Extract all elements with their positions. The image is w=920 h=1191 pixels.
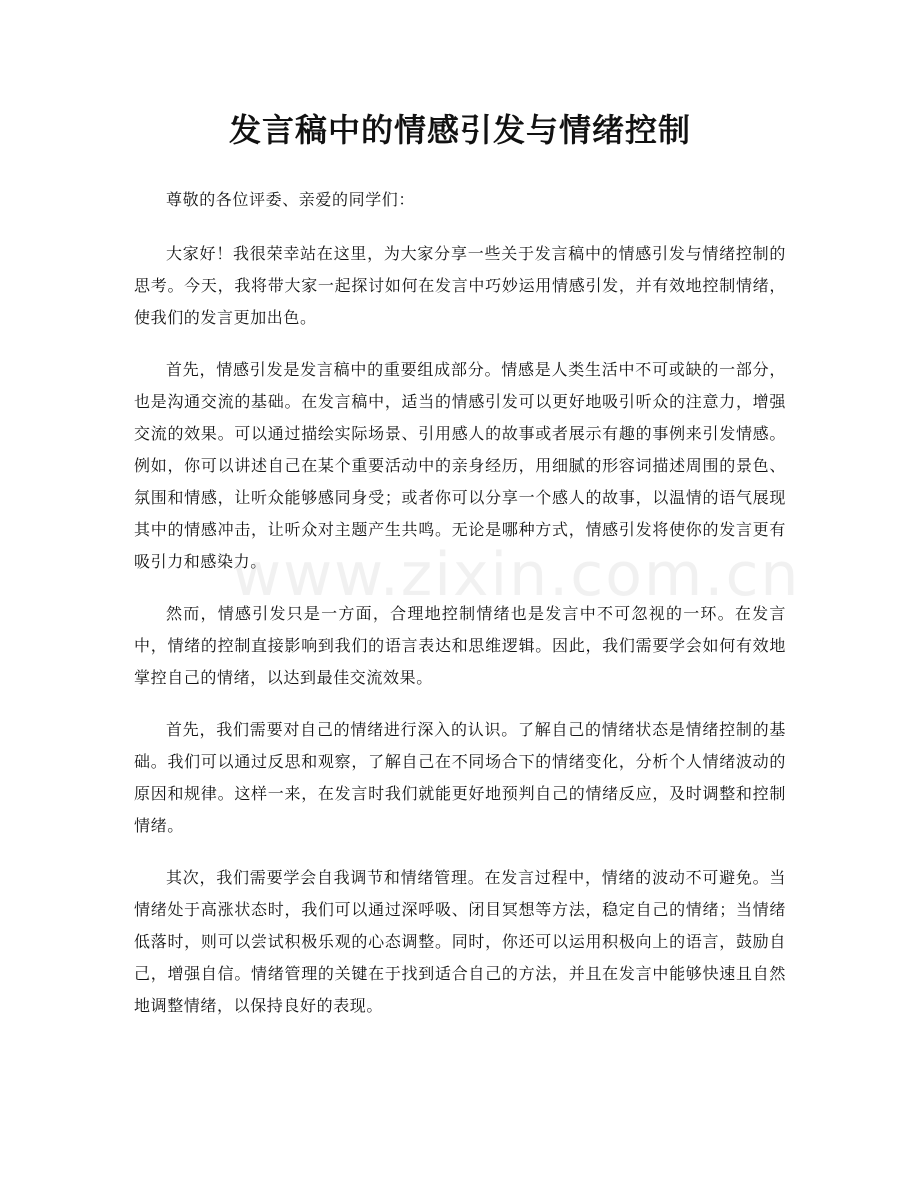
emotion-control-paragraph: 然而，情感引发只是一方面，合理地控制情绪也是发言中不可忽视的一环。在发言中，情绪的控制直接影响到我们的语言表达和思维逻辑。因此，我们需要学会如何有效地掌控自己的情绪，以达到最佳交流效果。 [134,604,786,687]
document-body [134,184,786,1042]
watermark: www.zixin.com.cn [232,540,801,610]
self-regulation-paragraph: 其次，我们需要学会自我调节和情绪管理。在发言过程中，情绪的波动不可避免。当情绪处于高涨状态时，我们可以通过深呼吸、闭目冥想等方法，稳定自己的情绪；当情绪低落时，则可以尝试积极乐观的心态调整。同时，你还可以运用积极向上的语言，鼓励自己，增强自信。情绪管理的关键在于找到适合自己的方法，并且在发言中能够快速且自然地调整情绪，以保持良好的表现。 [134,868,786,1015]
greeting-paragraph: 尊敬的各位评委、亲爱的同学们： [166,190,416,209]
emotion-trigger-paragraph: 首先，情感引发是发言稿中的重要组成部分。情感是人类生活中不可或缺的一部分，也是沟通交流的基础。在发言稿中，适当的情感引发可以更好地吸引听众的注意力，增强交流的效果。可以通过描绘实际场景、引用感人的故事或者展示有趣的事例来引发情感。例如，你可以讲述自己在某个重要活动中的亲身经历，用细腻的形容词描述周围的景色、氛围和情感，让听众能够感同身受；或者你可以分享一个感人的故事，以温情的语气展现其中的情感冲击，让听众对主题产生共鸣。无论是哪种方式，情感引发将使你的发言更有吸引力和感染力。 [134,360,786,571]
intro-paragraph: 大家好！我很荣幸站在这里，为大家分享一些关于发言稿中的情感引发与情绪控制的思考。今天，我将带大家一起探讨如何在发言中巧妙运用情感引发，并有效地控制情绪，使我们的发言更加出色。 [134,244,786,327]
document-title: 发言稿中的情感引发与情绪控制 [228,111,691,149]
self-awareness-paragraph: 首先，我们需要对自己的情绪进行深入的认识。了解自己的情绪状态是情绪控制的基础。我们可以通过反思和观察，了解自己在不同场合下的情绪变化，分析个人情绪波动的原因和规律。这样一来，在发言时我们就能更好地预判自己的情绪反应，及时调整和控制情绪。 [134,720,786,835]
